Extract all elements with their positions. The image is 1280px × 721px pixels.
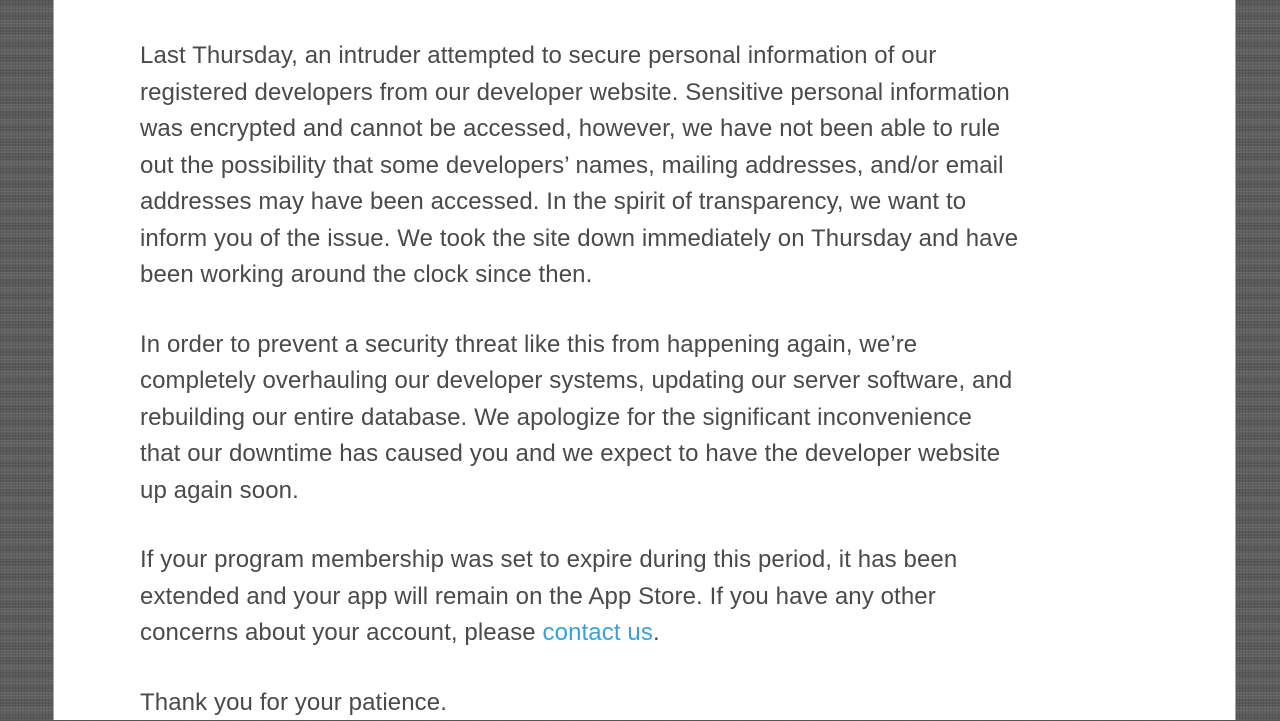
text-line: In order to prevent a security threat like this from happening again, we’re [140, 327, 1205, 364]
contact-us-link[interactable]: contact us [543, 619, 653, 646]
paragraph-intrusion-notice [140, 38, 1205, 294]
text-line: Last Thursday, an intruder attempted to secure personal information of our [140, 38, 1205, 75]
text-line-with-link [140, 615, 1205, 652]
text-line: If your program membership was set to expire during this period, it has been [140, 542, 1205, 579]
text-line: was encrypted and cannot be accessed, however, we have not been able to rule [140, 111, 1205, 148]
text-line: extended and your app will remain on the App Store. If you have any other [140, 579, 1205, 616]
text-line: registered developers from our developer website. Sensitive personal information [140, 75, 1205, 112]
text-line: completely overhauling our developer systems, updating our server software, and [140, 363, 1205, 400]
text-line: rebuilding our entire database. We apologize for the significant inconvenience [140, 400, 1205, 437]
security-notice-letter [54, 0, 1235, 721]
content-panel [53, 0, 1236, 720]
text-line: Thank you for your patience. [140, 685, 1205, 721]
text-line: inform you of the issue. We took the site down immediately on Thursday and have [140, 221, 1205, 258]
text-after-link: . [653, 619, 660, 646]
text-line: up again soon. [140, 473, 1205, 510]
text-line: that our downtime has caused you and we expect to have the developer website [140, 436, 1205, 473]
text-before-link: concerns about your account, please [140, 619, 543, 646]
text-line: out the possibility that some developers’ names, mailing addresses, and/or email [140, 148, 1205, 185]
closing-line [140, 685, 1205, 721]
paragraph-membership-extension [140, 542, 1205, 652]
text-line: addresses may have been accessed. In the spirit of transparency, we want to [140, 184, 1205, 221]
paragraph-system-overhaul [140, 327, 1205, 510]
text-line: been working around the clock since then. [140, 257, 1205, 294]
